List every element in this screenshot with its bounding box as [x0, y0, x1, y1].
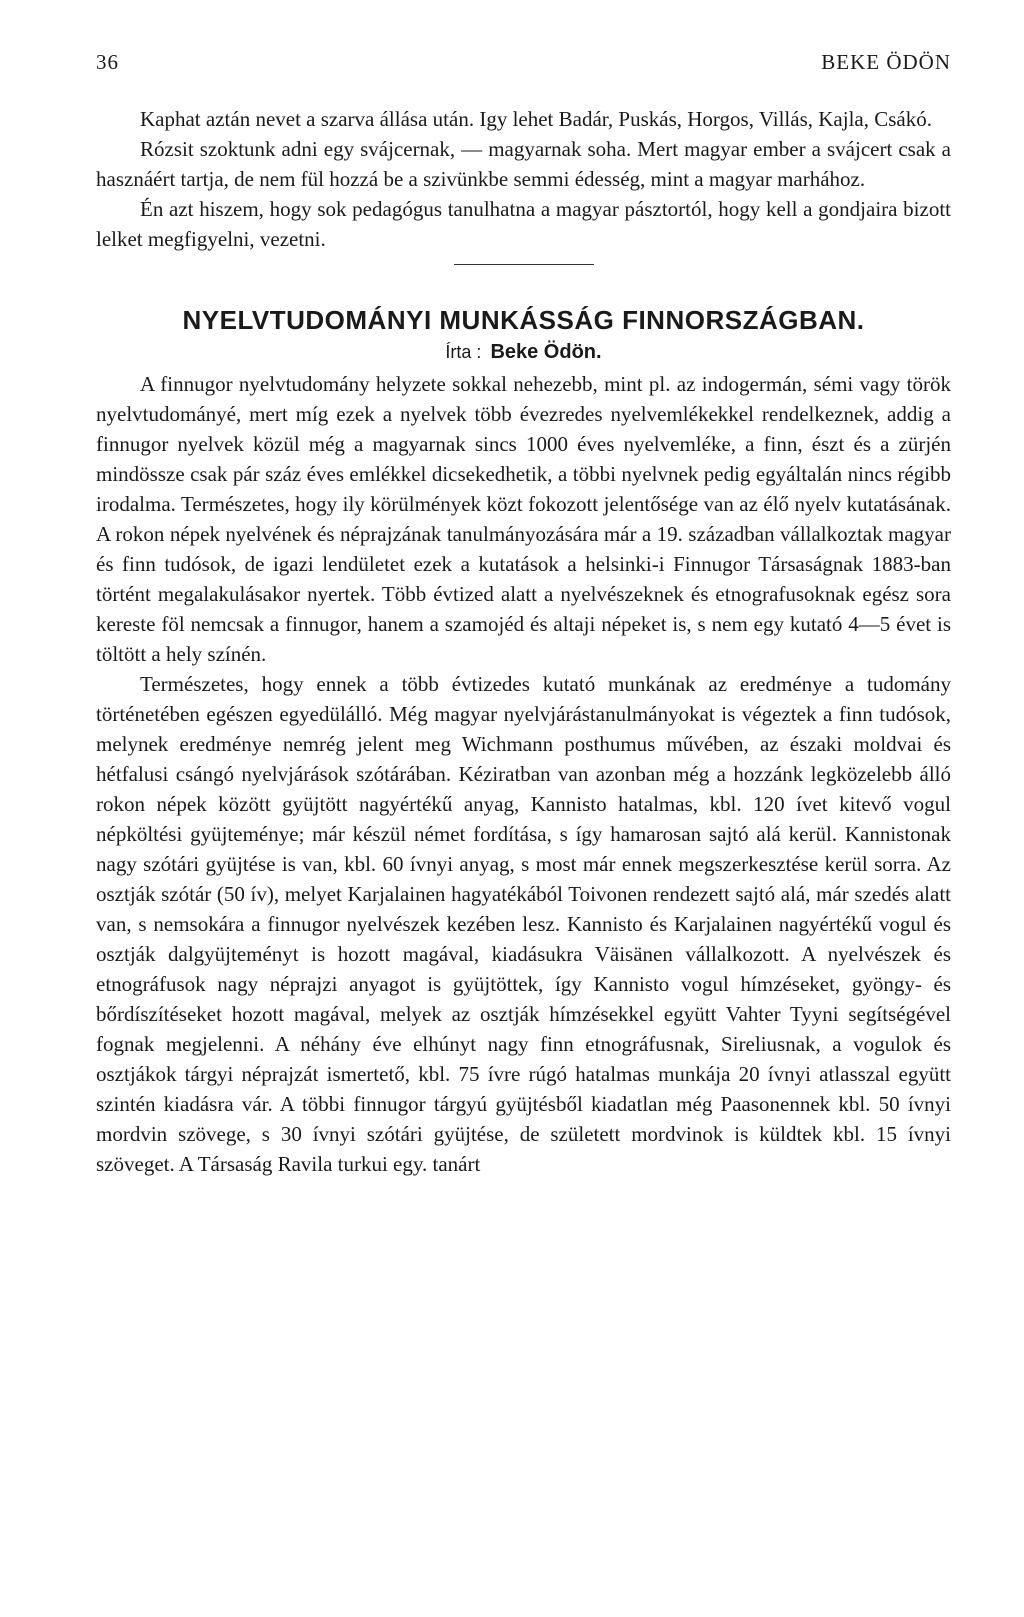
section-divider — [454, 264, 594, 265]
page-body — [96, 104, 951, 1179]
running-title: BEKE ÖDÖN — [821, 50, 951, 74]
article-paragraph: Természetes, hogy ennek a több évtizedes kutató munkának az eredménye a tudomány történetében egészen egyedülálló. Még magyar nyelvjárástanulmányokat is végeztek a finn tudósok, melynek eredménye nemrég jelent meg Wichmann posthumus művében, az északi moldvai és hétfalusi csángó nyelvjárások szótárában. Kéziratban van azonban még a hozzánk legközelebb álló rokon népek között gyüjtött nagyértékű anyag, Kannisto hatalmas, kbl. 120 ívet kitevő vogul népköltési gyüjteménye; már készül német fordítása, s így hamarosan sajtó alá kerül. Kannistonak nagy szótári gyüjtése is van, kbl. 60 ívnyi anyag, s most már ennek megszerkesztése kerül sorra. Az osztják szótár (50 ív), melyet Karjalainen hagyatékából Toivonen rendezett sajtó alá, már szedés alatt van, s nemsokára a finnugor nyelvészek kezében lesz. Kannisto és Karjalainen nagyértékű vogul és osztják dalgyüjteményt is hozott magával, kiadásukra Väisänen vállalkozott. A nyelvészek és etnográfusok nagy néprajzi anyagot is gyüjtöttek, így Kannisto vogul hímzéseket, gyöngy- és bőrdíszítéseket hozott magával, melyek az osztják hímzésekkel együtt Vahter Tyyni segítségével fognak megjelenni. A néhány éve elhúnyt nagy finn etnográfusnak, Sireliusnak, a vogulok és osztjákok tárgyi néprajzát ismertető, kbl. 75 ívre rúgó hatalmas munkája 20 ívnyi atlasszal együtt szintén kiadásra vár. A többi finnugor tárgyú gyüjtésből kiadatlan még Paasonennek kbl. 50 ívnyi mordvin szövege, s 30 ívnyi szótári gyüjtése, de született mordvinok is küldtek kbl. 15 ívnyi szöveget. A Társaság Ravila turkui egy. tanárt — [96, 672, 951, 1176]
intro-paragraph: Én azt hiszem, hogy sok pedagógus tanulhatna a magyar pásztortól, hogy kell a gondjaira bizott lelket megfigyelni, vezetni. — [96, 197, 951, 251]
page-number: 36 — [96, 50, 119, 74]
intro-paragraph: Kaphat aztán nevet a szarva állása után. Igy lehet Badár, Puskás, Horgos, Villás, Kajla, Csákó. — [140, 107, 932, 131]
byline-author: Beke Ödön. — [490, 341, 602, 363]
intro-paragraph: Rózsit szoktunk adni egy svájcernak, — magyarnak soha. Mert magyar ember a svájcert csak a hasznáért tartja, de nem fül hozzá be a szivünkbe semmi édesség, mint a magyar marhához. — [96, 137, 951, 191]
byline-label: Írta : — [445, 342, 482, 362]
article-title: NYELVTUDOMÁNYI MUNKÁSSÁG FINNORSZÁGBAN. — [182, 305, 865, 335]
page-header — [96, 50, 951, 76]
article-paragraph: A finnugor nyelvtudomány helyzete sokkal nehezebb, mint pl. az indogermán, sémi vagy török nyelvtudományé, mert míg ezek a nyelvek több évezredes nyelvemlékekkel rendelkeznek, addig a finnugor nyelvek közül még a magyarnak sincs 1000 éves nyelvemléke, a finn, észt és a zürjén mindössze csak pár száz éves emlékkel dicsekedhetik, a többi nyelvnek pedig egyáltalán nincs régibb irodalma. Természetes, hogy ily körülmények közt fokozott jelentősége van az élő nyelv kutatásának. A rokon népek nyelvének és néprajzának tanulmányozására már a 19. században vállalkoztak magyar és finn tudósok, de igazi lendületet ezek a kutatások a helsinki-i Finnugor Társaságnak 1883-ban történt megalakulásakor nyertek. Több évtized alatt a nyelvészeknek és etnografusoknak egész sora kereste föl nemcsak a finnugor, hanem a szamojéd és altaji népeket is, s nem egy kutató 4—5 évet is töltött a hely színén. — [96, 372, 951, 666]
byline — [96, 337, 951, 367]
